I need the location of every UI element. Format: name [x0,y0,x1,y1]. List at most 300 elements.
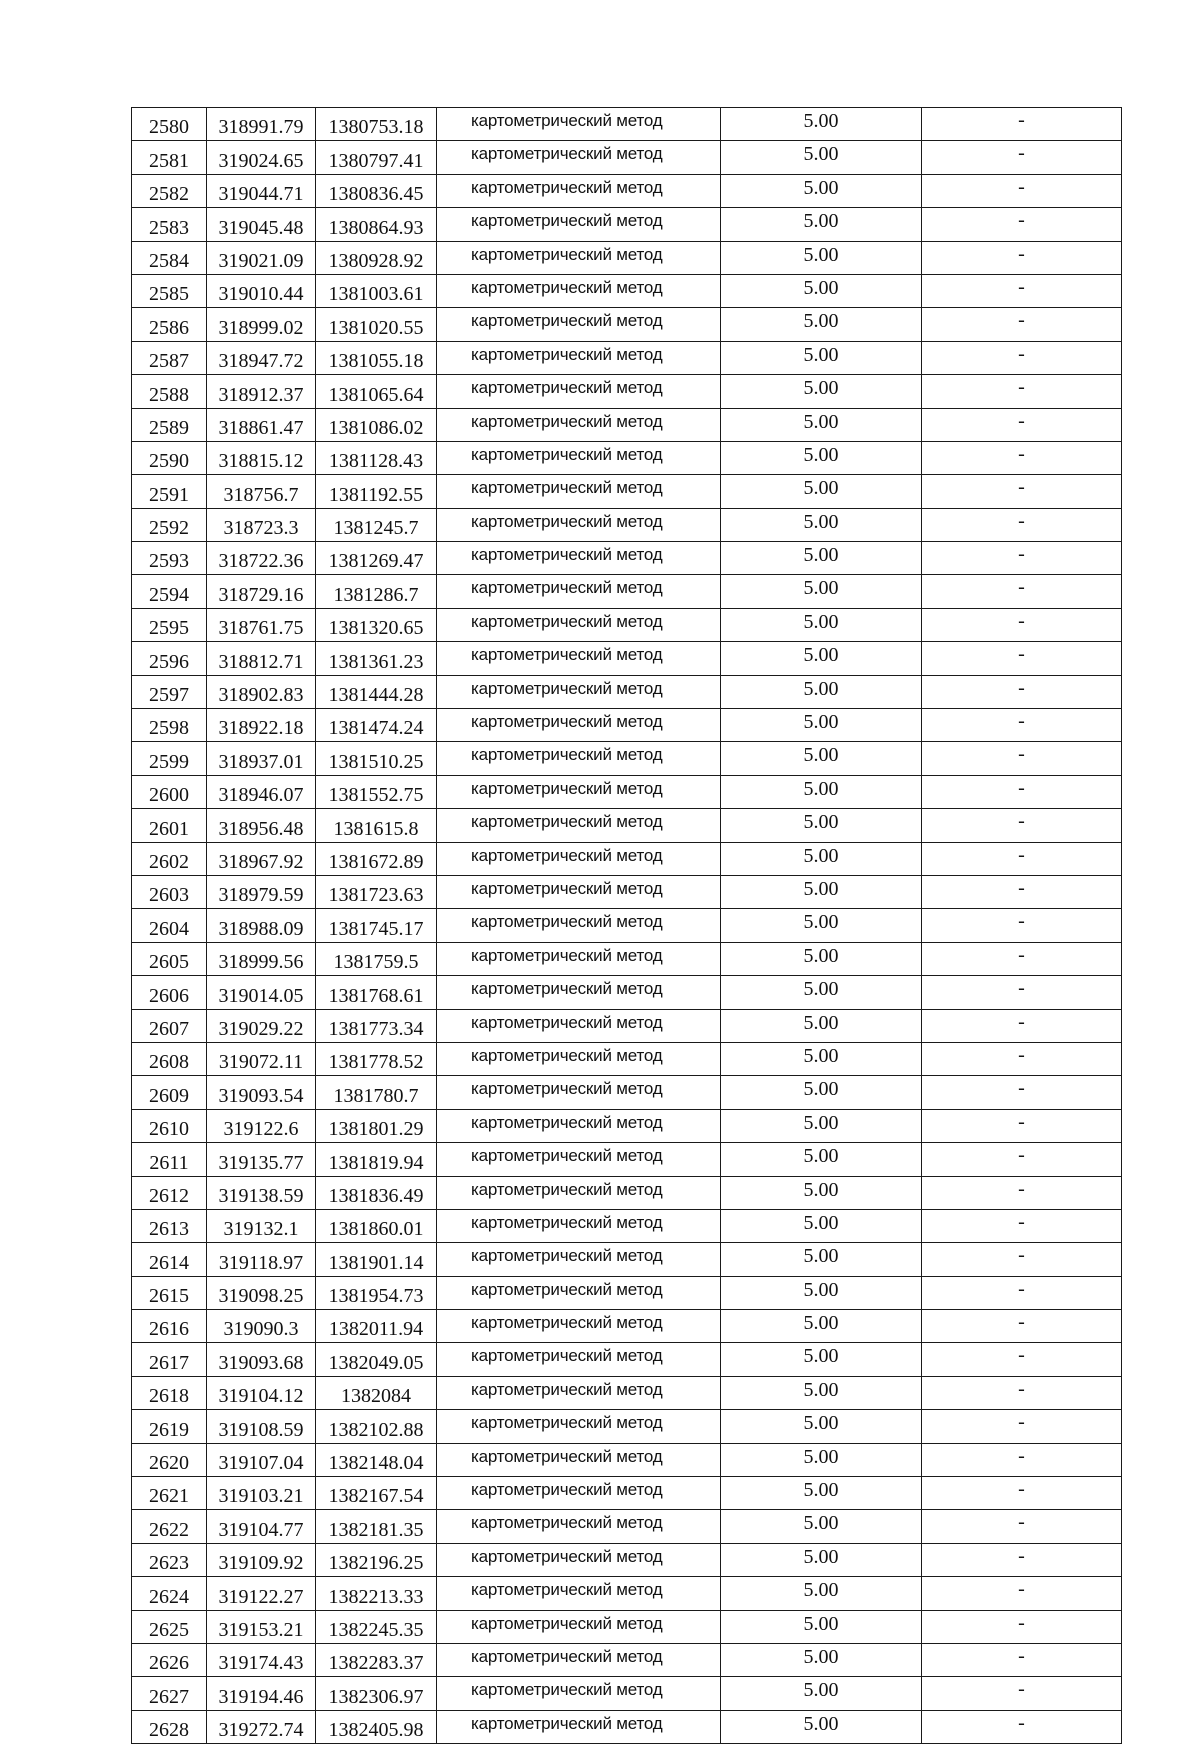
table-row [132,375,1122,408]
table-row [132,709,1122,742]
point-number-cell: 2608 [132,1042,207,1075]
point-number-cell: 2587 [132,341,207,374]
x-coordinate-cell: 318988.09 [207,909,316,942]
point-number-cell: 2614 [132,1243,207,1276]
accuracy-cell: 5.00 [721,1310,922,1343]
point-number-cell: 2606 [132,976,207,1009]
y-coordinate-cell: 1382213.33 [316,1577,437,1610]
table-row [132,775,1122,808]
x-coordinate-cell: 318947.72 [207,341,316,374]
accuracy-cell: 5.00 [721,1109,922,1142]
x-coordinate-cell: 318761.75 [207,608,316,641]
accuracy-cell: 5.00 [721,709,922,742]
method-cell: картометрический метод [437,608,721,641]
x-coordinate-cell: 318861.47 [207,408,316,441]
x-coordinate-cell: 318723.3 [207,508,316,541]
x-coordinate-cell: 319024.65 [207,141,316,174]
x-coordinate-cell: 318722.36 [207,542,316,575]
method-cell: картометрический метод [437,909,721,942]
method-cell: картометрический метод [437,1477,721,1510]
x-coordinate-cell: 319072.11 [207,1042,316,1075]
point-number-cell: 2626 [132,1643,207,1676]
description-cell: - [922,441,1122,474]
description-cell: - [922,508,1122,541]
table-row [132,1176,1122,1209]
accuracy-cell: 5.00 [721,1477,922,1510]
description-cell: - [922,675,1122,708]
description-cell: - [922,1009,1122,1042]
method-cell: картометрический метод [437,1042,721,1075]
y-coordinate-cell: 1381020.55 [316,308,437,341]
table-row [132,1443,1122,1476]
y-coordinate-cell: 1381003.61 [316,274,437,307]
method-cell: картометрический метод [437,1710,721,1743]
point-number-cell: 2582 [132,174,207,207]
point-number-cell: 2627 [132,1677,207,1710]
y-coordinate-cell: 1382011.94 [316,1310,437,1343]
y-coordinate-cell: 1381320.65 [316,608,437,641]
x-coordinate-cell: 319010.44 [207,274,316,307]
y-coordinate-cell: 1381901.14 [316,1243,437,1276]
table-row [132,675,1122,708]
y-coordinate-cell: 1381778.52 [316,1042,437,1075]
method-cell: картометрический метод [437,1443,721,1476]
method-cell: картометрический метод [437,1009,721,1042]
x-coordinate-cell: 319107.04 [207,1443,316,1476]
y-coordinate-cell: 1381801.29 [316,1109,437,1142]
method-cell: картометрический метод [437,274,721,307]
table-row [132,1343,1122,1376]
table-row [132,1143,1122,1176]
method-cell: картометрический метод [437,1109,721,1142]
x-coordinate-cell: 319044.71 [207,174,316,207]
y-coordinate-cell: 1381780.7 [316,1076,437,1109]
point-number-cell: 2588 [132,375,207,408]
accuracy-cell: 5.00 [721,642,922,675]
point-number-cell: 2613 [132,1209,207,1242]
description-cell: - [922,1310,1122,1343]
y-coordinate-cell: 1381773.34 [316,1009,437,1042]
x-coordinate-cell: 319118.97 [207,1243,316,1276]
x-coordinate-cell: 319153.21 [207,1610,316,1643]
y-coordinate-cell: 1381552.75 [316,775,437,808]
accuracy-cell: 5.00 [721,1176,922,1209]
method-cell: картометрический метод [437,1410,721,1443]
method-cell: картометрический метод [437,241,721,274]
description-cell: - [922,976,1122,1009]
y-coordinate-cell: 1381065.64 [316,375,437,408]
description-cell: - [922,1577,1122,1610]
method-cell: картометрический метод [437,575,721,608]
point-number-cell: 2610 [132,1109,207,1142]
y-coordinate-cell: 1382405.98 [316,1710,437,1743]
method-cell: картометрический метод [437,709,721,742]
accuracy-cell: 5.00 [721,1543,922,1576]
x-coordinate-cell: 319272.74 [207,1710,316,1743]
method-cell: картометрический метод [437,1176,721,1209]
accuracy-cell: 5.00 [721,208,922,241]
method-cell: картометрический метод [437,341,721,374]
description-cell: - [922,742,1122,775]
y-coordinate-cell: 1381474.24 [316,709,437,742]
x-coordinate-cell: 318979.59 [207,875,316,908]
method-cell: картометрический метод [437,1343,721,1376]
description-cell: - [922,942,1122,975]
accuracy-cell: 5.00 [721,441,922,474]
x-coordinate-cell: 318967.92 [207,842,316,875]
description-cell: - [922,141,1122,174]
x-coordinate-cell: 319108.59 [207,1410,316,1443]
method-cell: картометрический метод [437,775,721,808]
y-coordinate-cell: 1380836.45 [316,174,437,207]
y-coordinate-cell: 1382245.35 [316,1610,437,1643]
table-row [132,742,1122,775]
coordinates-table [131,107,1122,1744]
method-cell: картометрический метод [437,174,721,207]
x-coordinate-cell: 319029.22 [207,1009,316,1042]
x-coordinate-cell: 319194.46 [207,1677,316,1710]
accuracy-cell: 5.00 [721,575,922,608]
x-coordinate-cell: 318729.16 [207,575,316,608]
y-coordinate-cell: 1381128.43 [316,441,437,474]
description-cell: - [922,909,1122,942]
table-row [132,1243,1122,1276]
description-cell: - [922,1643,1122,1676]
method-cell: картометрический метод [437,1276,721,1309]
x-coordinate-cell: 319021.09 [207,241,316,274]
table-row [132,208,1122,241]
table-row [132,1510,1122,1543]
y-coordinate-cell: 1381192.55 [316,475,437,508]
description-cell: - [922,108,1122,141]
point-number-cell: 2586 [132,308,207,341]
accuracy-cell: 5.00 [721,1510,922,1543]
y-coordinate-cell: 1382049.05 [316,1343,437,1376]
description-cell: - [922,542,1122,575]
accuracy-cell: 5.00 [721,875,922,908]
point-number-cell: 2581 [132,141,207,174]
y-coordinate-cell: 1382181.35 [316,1510,437,1543]
point-number-cell: 2605 [132,942,207,975]
point-number-cell: 2623 [132,1543,207,1576]
accuracy-cell: 5.00 [721,742,922,775]
method-cell: картометрический метод [437,141,721,174]
coordinates-table-body [132,108,1122,1744]
method-cell: картометрический метод [437,1076,721,1109]
accuracy-cell: 5.00 [721,274,922,307]
description-cell: - [922,608,1122,641]
point-number-cell: 2628 [132,1710,207,1743]
point-number-cell: 2604 [132,909,207,942]
method-cell: картометрический метод [437,842,721,875]
x-coordinate-cell: 319104.12 [207,1376,316,1409]
method-cell: картометрический метод [437,108,721,141]
table-row [132,1009,1122,1042]
method-cell: картометрический метод [437,875,721,908]
y-coordinate-cell: 1382283.37 [316,1643,437,1676]
accuracy-cell: 5.00 [721,1410,922,1443]
table-row [132,1577,1122,1610]
description-cell: - [922,1410,1122,1443]
description-cell: - [922,775,1122,808]
x-coordinate-cell: 319138.59 [207,1176,316,1209]
table-row [132,274,1122,307]
description-cell: - [922,1276,1122,1309]
accuracy-cell: 5.00 [721,475,922,508]
x-coordinate-cell: 318902.83 [207,675,316,708]
accuracy-cell: 5.00 [721,976,922,1009]
method-cell: картометрический метод [437,441,721,474]
accuracy-cell: 5.00 [721,1710,922,1743]
x-coordinate-cell: 319093.68 [207,1343,316,1376]
description-cell: - [922,1443,1122,1476]
accuracy-cell: 5.00 [721,909,922,942]
x-coordinate-cell: 318937.01 [207,742,316,775]
method-cell: картометрический метод [437,1577,721,1610]
table-row [132,108,1122,141]
y-coordinate-cell: 1381672.89 [316,842,437,875]
method-cell: картометрический метод [437,1310,721,1343]
y-coordinate-cell: 1381954.73 [316,1276,437,1309]
x-coordinate-cell: 319098.25 [207,1276,316,1309]
table-row [132,408,1122,441]
accuracy-cell: 5.00 [721,1610,922,1643]
x-coordinate-cell: 319103.21 [207,1477,316,1510]
accuracy-cell: 5.00 [721,1243,922,1276]
y-coordinate-cell: 1381286.7 [316,575,437,608]
x-coordinate-cell: 318815.12 [207,441,316,474]
y-coordinate-cell: 1382084 [316,1376,437,1409]
description-cell: - [922,1510,1122,1543]
method-cell: картометрический метод [437,475,721,508]
method-cell: картометрический метод [437,1643,721,1676]
description-cell: - [922,642,1122,675]
method-cell: картометрический метод [437,675,721,708]
table-row [132,1710,1122,1743]
y-coordinate-cell: 1381745.17 [316,909,437,942]
point-number-cell: 2592 [132,508,207,541]
table-row [132,475,1122,508]
description-cell: - [922,241,1122,274]
point-number-cell: 2595 [132,608,207,641]
description-cell: - [922,341,1122,374]
y-coordinate-cell: 1381836.49 [316,1176,437,1209]
accuracy-cell: 5.00 [721,1143,922,1176]
description-cell: - [922,575,1122,608]
table-row [132,608,1122,641]
description-cell: - [922,1677,1122,1710]
accuracy-cell: 5.00 [721,1376,922,1409]
point-number-cell: 2607 [132,1009,207,1042]
point-number-cell: 2599 [132,742,207,775]
x-coordinate-cell: 319122.6 [207,1109,316,1142]
point-number-cell: 2622 [132,1510,207,1543]
accuracy-cell: 5.00 [721,1076,922,1109]
y-coordinate-cell: 1382306.97 [316,1677,437,1710]
point-number-cell: 2616 [132,1310,207,1343]
point-number-cell: 2611 [132,1143,207,1176]
table-row [132,241,1122,274]
point-number-cell: 2591 [132,475,207,508]
y-coordinate-cell: 1381860.01 [316,1209,437,1242]
method-cell: картометрический метод [437,508,721,541]
x-coordinate-cell: 319135.77 [207,1143,316,1176]
point-number-cell: 2593 [132,542,207,575]
point-number-cell: 2624 [132,1577,207,1610]
table-row [132,508,1122,541]
method-cell: картометрический метод [437,1610,721,1643]
description-cell: - [922,208,1122,241]
accuracy-cell: 5.00 [721,1009,922,1042]
point-number-cell: 2583 [132,208,207,241]
description-cell: - [922,1109,1122,1142]
description-cell: - [922,174,1122,207]
accuracy-cell: 5.00 [721,1209,922,1242]
method-cell: картометрический метод [437,742,721,775]
y-coordinate-cell: 1381723.63 [316,875,437,908]
x-coordinate-cell: 319104.77 [207,1510,316,1543]
y-coordinate-cell: 1380928.92 [316,241,437,274]
x-coordinate-cell: 318999.56 [207,942,316,975]
table-row [132,1543,1122,1576]
accuracy-cell: 5.00 [721,809,922,842]
point-number-cell: 2589 [132,408,207,441]
point-number-cell: 2590 [132,441,207,474]
point-number-cell: 2597 [132,675,207,708]
y-coordinate-cell: 1381615.8 [316,809,437,842]
table-row [132,1209,1122,1242]
point-number-cell: 2598 [132,709,207,742]
table-row [132,1076,1122,1109]
method-cell: картометрический метод [437,1510,721,1543]
table-row [132,1410,1122,1443]
x-coordinate-cell: 319174.43 [207,1643,316,1676]
method-cell: картометрический метод [437,1243,721,1276]
description-cell: - [922,475,1122,508]
description-cell: - [922,1143,1122,1176]
table-row [132,875,1122,908]
y-coordinate-cell: 1381269.47 [316,542,437,575]
accuracy-cell: 5.00 [721,1443,922,1476]
description-cell: - [922,1610,1122,1643]
description-cell: - [922,842,1122,875]
x-coordinate-cell: 319132.1 [207,1209,316,1242]
table-row [132,976,1122,1009]
accuracy-cell: 5.00 [721,141,922,174]
table-row [132,1677,1122,1710]
method-cell: картометрический метод [437,375,721,408]
description-cell: - [922,375,1122,408]
x-coordinate-cell: 318956.48 [207,809,316,842]
point-number-cell: 2617 [132,1343,207,1376]
x-coordinate-cell: 319093.54 [207,1076,316,1109]
point-number-cell: 2603 [132,875,207,908]
y-coordinate-cell: 1381086.02 [316,408,437,441]
point-number-cell: 2600 [132,775,207,808]
point-number-cell: 2609 [132,1076,207,1109]
method-cell: картометрический метод [437,1209,721,1242]
accuracy-cell: 5.00 [721,1276,922,1309]
accuracy-cell: 5.00 [721,542,922,575]
x-coordinate-cell: 319090.3 [207,1310,316,1343]
description-cell: - [922,1376,1122,1409]
table-row [132,341,1122,374]
accuracy-cell: 5.00 [721,108,922,141]
description-cell: - [922,1176,1122,1209]
point-number-cell: 2612 [132,1176,207,1209]
accuracy-cell: 5.00 [721,308,922,341]
y-coordinate-cell: 1382167.54 [316,1477,437,1510]
accuracy-cell: 5.00 [721,775,922,808]
description-cell: - [922,1710,1122,1743]
x-coordinate-cell: 318991.79 [207,108,316,141]
method-cell: картометрический метод [437,809,721,842]
x-coordinate-cell: 318812.71 [207,642,316,675]
description-cell: - [922,1042,1122,1075]
accuracy-cell: 5.00 [721,675,922,708]
table-row [132,542,1122,575]
accuracy-cell: 5.00 [721,341,922,374]
y-coordinate-cell: 1380797.41 [316,141,437,174]
point-number-cell: 2618 [132,1376,207,1409]
table-row [132,1109,1122,1142]
table-row [132,575,1122,608]
method-cell: картометрический метод [437,308,721,341]
y-coordinate-cell: 1381768.61 [316,976,437,1009]
method-cell: картометрический метод [437,1677,721,1710]
accuracy-cell: 5.00 [721,408,922,441]
description-cell: - [922,1543,1122,1576]
table-row [132,942,1122,975]
x-coordinate-cell: 318912.37 [207,375,316,408]
accuracy-cell: 5.00 [721,174,922,207]
description-cell: - [922,1076,1122,1109]
method-cell: картометрический метод [437,942,721,975]
accuracy-cell: 5.00 [721,1577,922,1610]
x-coordinate-cell: 318946.07 [207,775,316,808]
description-cell: - [922,809,1122,842]
accuracy-cell: 5.00 [721,842,922,875]
x-coordinate-cell: 319109.92 [207,1543,316,1576]
x-coordinate-cell: 318999.02 [207,308,316,341]
accuracy-cell: 5.00 [721,1042,922,1075]
table-row [132,1310,1122,1343]
point-number-cell: 2584 [132,241,207,274]
y-coordinate-cell: 1380864.93 [316,208,437,241]
method-cell: картометрический метод [437,642,721,675]
accuracy-cell: 5.00 [721,508,922,541]
point-number-cell: 2619 [132,1410,207,1443]
table-row [132,1042,1122,1075]
description-cell: - [922,308,1122,341]
description-cell: - [922,875,1122,908]
x-coordinate-cell: 319014.05 [207,976,316,1009]
table-row [132,1610,1122,1643]
table-row [132,1643,1122,1676]
y-coordinate-cell: 1381759.5 [316,942,437,975]
y-coordinate-cell: 1380753.18 [316,108,437,141]
description-cell: - [922,1209,1122,1242]
table-row [132,1477,1122,1510]
method-cell: картометрический метод [437,208,721,241]
table-row [132,809,1122,842]
y-coordinate-cell: 1381361.23 [316,642,437,675]
x-coordinate-cell: 319045.48 [207,208,316,241]
table-row [132,909,1122,942]
y-coordinate-cell: 1381444.28 [316,675,437,708]
accuracy-cell: 5.00 [721,1643,922,1676]
x-coordinate-cell: 318922.18 [207,709,316,742]
